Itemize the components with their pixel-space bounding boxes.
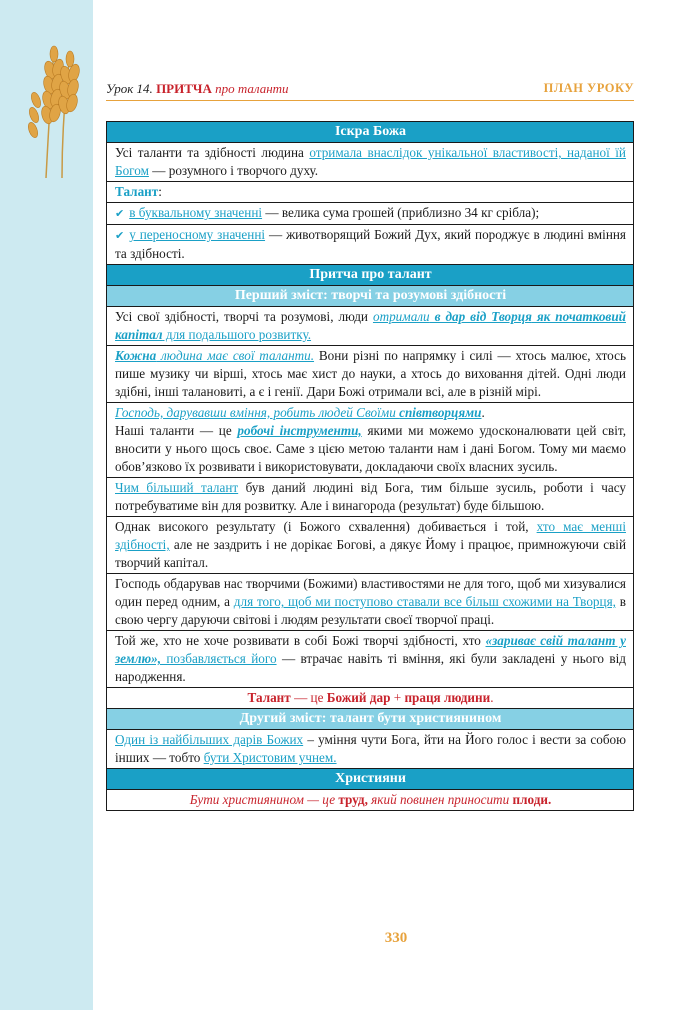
table-row: Однак високого результату (і Божого схвалення) добивається і той, хто має менші здібності, але не заздрить і не дорікає Богові, а дякує Йому і працює, примножуючи свій творчий капітал. xyxy=(107,517,634,574)
table-row: Один із найбільших дарів Божих – уміння чути Бога, йти на Його голос і вести за собою інших — тобто бути Христовим учнем. xyxy=(107,730,634,769)
lesson-plan-table xyxy=(106,121,634,811)
lesson-number: Урок 14. xyxy=(106,81,153,96)
table-row: Кожна людина має свої таланти. Вони різні по напрямку і силі — хтось малює, хтось пише музику чи вірші, хтось має хист до науки, а хтось до виховання дітей. Одні люди здібні, інші талановиті, а є і генії. Дари Божі отримали всі, але в різній мірі. xyxy=(107,346,634,403)
wheat-icon xyxy=(18,30,88,180)
section-header-christians: Християни xyxy=(107,769,634,790)
subsection-header-first: Перший зміст: творчі та розумові здібності xyxy=(107,286,634,307)
page-number: 330 xyxy=(384,930,408,946)
table-row: ✔ у переносному значенні — животворящий Божий Дух, який породжує в людині вміння та здібності. xyxy=(107,225,634,265)
lesson-subtitle: про таланти xyxy=(215,81,289,96)
table-row: Усі таланти та здібності людина отримала внаслідок унікальної властивості, наданої їй Богом — розумного і творчого духу. xyxy=(107,143,634,182)
table-row: Усі свої здібності, творчі та розумові, люди отримали в дар від Творця як початковий капітал для подальшого розвитку. xyxy=(107,307,634,346)
table-row: Бути християнином — це труд, який повинен приносити плоди. xyxy=(107,790,634,811)
table-row: Той же, хто не хоче розвивати в собі Божі творчі здібності, хто «зариває свій талант у землю», позбавляється його — втрачає навіть ті вміння, які були закладені у нього від народження. xyxy=(107,631,634,688)
section-header-iskra: Іскра Божа xyxy=(107,122,634,143)
checkmark-icon: ✔ xyxy=(115,208,125,220)
subsection-header-second: Другий зміст: талант бути християнином xyxy=(107,709,634,730)
link-text: отримала внаслідок унікальної властивості, наданої їй Богом xyxy=(115,145,626,178)
table-row: ✔ в буквальному значенні — велика сума грошей (приблизно 34 кг срібла); xyxy=(107,203,634,225)
table-row: Господь, дарувавши вміння, робить людей Своїми співтворцями. Наші таланти — це робочі інструменти, якими ми можемо удосконалювати цей світ, вносити у нього щось своє. Саме з цією метою таланти нам і дані Богом. Тому ми маємо обов’язково їх розвивати і використовувати, докладаючи своїх власних зусиль. xyxy=(107,403,634,478)
formula-row: Талант — це Божий дар + праця людини. xyxy=(107,688,634,709)
header-lesson xyxy=(106,81,289,97)
table-row: Чим більший талант був даний людині від Бога, тим більше зусиль, роботи і часу потребуватиме він для розвитку. Але і винагорода (результат) буде більшою. xyxy=(107,478,634,517)
table-row: Господь обдарував нас творчими (Божими) властивостями не для того, щоб ми хизувалися один перед одним, а для того, щоб ми поступово ставали все більш схожими на Творця, в свою чергу даруючи світові і людям результати своєї творчої праці. xyxy=(107,574,634,631)
table-row: Талант: xyxy=(107,182,634,203)
page-header xyxy=(106,80,634,101)
lesson-title: ПРИТЧА xyxy=(156,81,212,96)
checkmark-icon: ✔ xyxy=(115,230,125,242)
section-header-parable: Притча про талант xyxy=(107,265,634,286)
talant-label: Талант xyxy=(115,184,159,199)
header-plan-label: ПЛАН УРОКУ xyxy=(543,81,634,95)
